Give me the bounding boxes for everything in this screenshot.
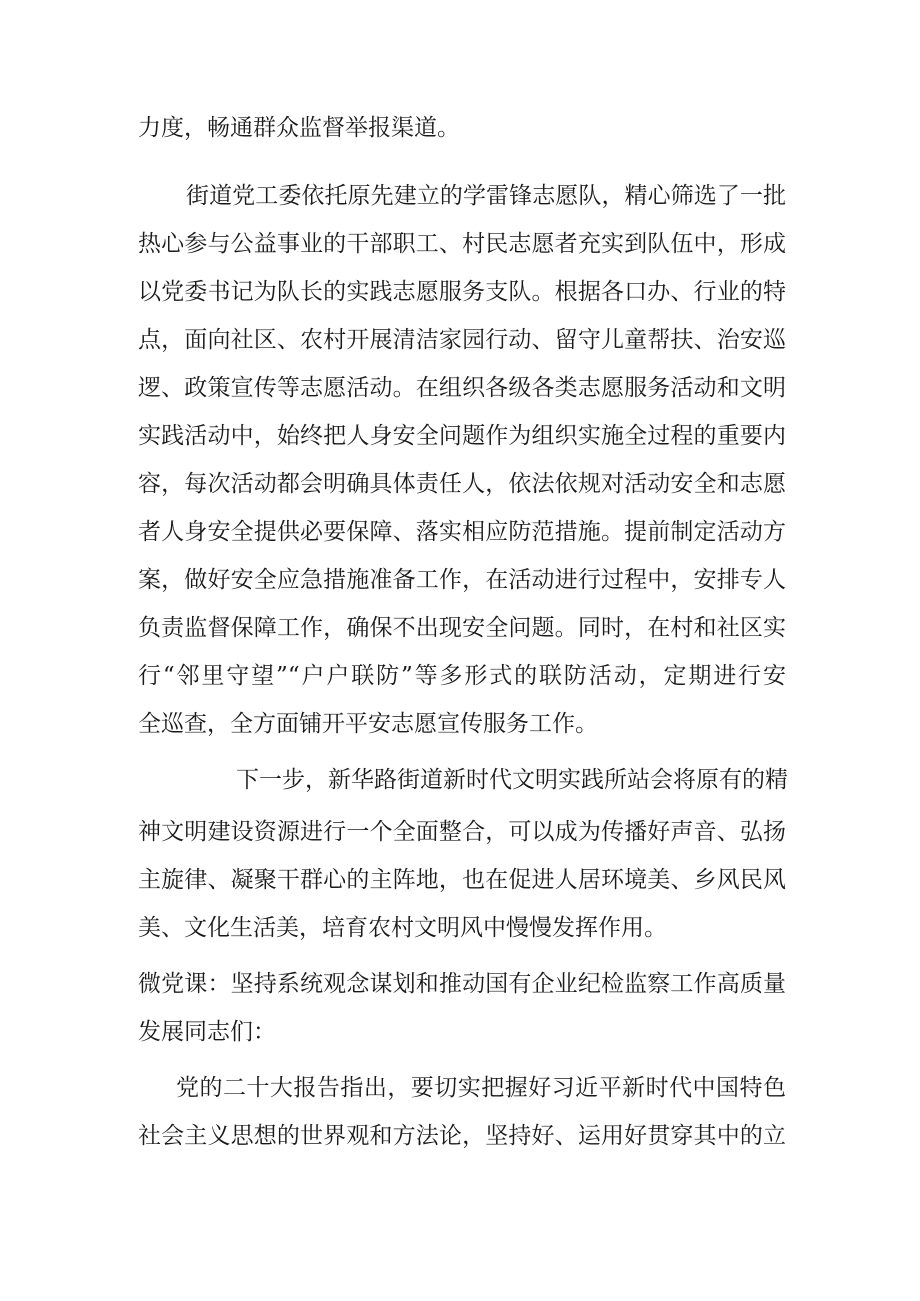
text-line: 街道党工委依托原先建立的学雷锋志愿队，精心筛选了一批: [186, 183, 786, 209]
text-line: 社会主义思想的世界观和方法论，坚持好、运用好贯穿其中的立: [138, 1123, 786, 1149]
section-heading: 微党课：坚持系统观念谋划和推动国有企业纪检监察工作高质量: [138, 971, 786, 997]
text-line: 逻、政策宣传等志愿活动。在组织各级各类志愿服务活动和文明: [138, 375, 786, 401]
section-heading: 发展同志们：: [138, 1019, 276, 1045]
text-line: 点，面向社区、农村开展清洁家园行动、留守儿童帮扶、治安巡: [138, 327, 786, 353]
text-line: 以党委书记为队长的实践志愿服务支队。根据各口办、行业的特: [138, 279, 786, 305]
text-line: 者人身安全提供必要保障、落实相应防范措施。提前制定活动方: [138, 519, 786, 545]
text-line: 力度，畅通群众监督举报渠道。: [138, 115, 460, 141]
text-line: 全巡查，全方面铺开平安志愿宣传服务工作。: [138, 711, 598, 737]
text-line: 实践活动中，始终把人身安全问题作为组织实施全过程的重要内: [138, 423, 786, 449]
text-line: 主旋律、凝聚干群心的主阵地，也在促进人居环境美、乡风民风: [138, 867, 786, 893]
text-line: 负责监督保障工作，确保不出现安全问题。同时，在村和社区实: [138, 615, 786, 641]
text-line: 党的二十大报告指出，要切实把握好习近平新时代中国特色: [176, 1075, 786, 1101]
text-line: 下一步，新华路街道新时代文明实践所站会将原有的精: [236, 767, 788, 793]
text-line: 容，每次活动都会明确具体责任人，依法依规对活动安全和志愿: [138, 471, 786, 497]
text-line: 行“邻里守望”“户户联防”等多形式的联防活动，定期进行安: [138, 663, 786, 689]
text-line: 美、文化生活美，培育农村文明风中慢慢发挥作用。: [138, 915, 667, 941]
text-line: 神文明建设资源进行一个全面整合，可以成为传播好声音、弘扬: [138, 819, 786, 845]
text-line: 热心参与公益事业的干部职工、村民志愿者充实到队伍中，形成: [138, 231, 786, 257]
text-line: 案，做好安全应急措施准备工作，在活动进行过程中，安排专人: [138, 567, 786, 593]
